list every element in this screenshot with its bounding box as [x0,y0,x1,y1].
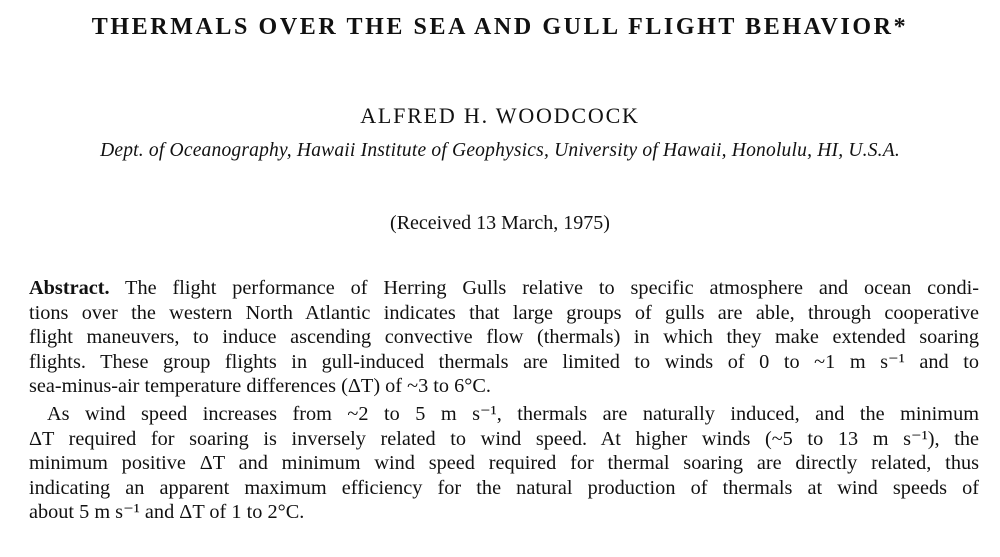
abstract-line: As wind speed increases from ~2 to 5 m s⁻¹, thermals are naturally induced, and the minimum [47,403,979,425]
abstract-line: ΔT required for soaring is inversely related to wind speed. At higher winds (~5 to 13 m s⁻¹), the [29,427,979,450]
abstract-paragraph-2 [29,402,979,525]
abstract-line: minimum positive ΔT and minimum wind speed required for thermal soaring are directly related, thus [29,452,979,475]
received-date: (Received 13 March, 1975) [390,212,610,234]
abstract-line: flight maneuvers, to induce ascending convective flow (thermals) in which they make extended soaring [29,326,979,349]
author-name: ALFRED H. WOODCOCK [360,103,640,128]
abstract-line [29,276,979,301]
abstract-line: tions over the western North Atlantic indicates that large groups of gulls are able, through cooperative [29,301,979,324]
author-affiliation: Dept. of Oceanography, Hawaii Institute of Geophysics, University of Hawaii, Honolulu, HI, U.S.A. [100,140,900,161]
abstract-line: about 5 m s⁻¹ and ΔT of 1 to 2°C. [29,501,305,524]
abstract-label: Abstract. [29,277,110,299]
paper-title: THERMALS OVER THE SEA AND GULL FLIGHT BEHAVIOR* [91,14,909,40]
abstract-line-text: The flight performance of Herring Gulls relative to specific atmosphere and ocean condi- [109,277,979,299]
abstract-line: sea-minus-air temperature differences (ΔT) of ~3 to 6°C. [29,375,491,398]
abstract-paragraph [29,276,979,399]
abstract-line: flights. These group flights in gull-induced thermals are limited to winds of 0 to ~1 m s⁻¹ and to [29,350,979,373]
abstract-line: indicating an apparent maximum efficiency for the natural production of thermals at wind speeds of [29,476,979,499]
